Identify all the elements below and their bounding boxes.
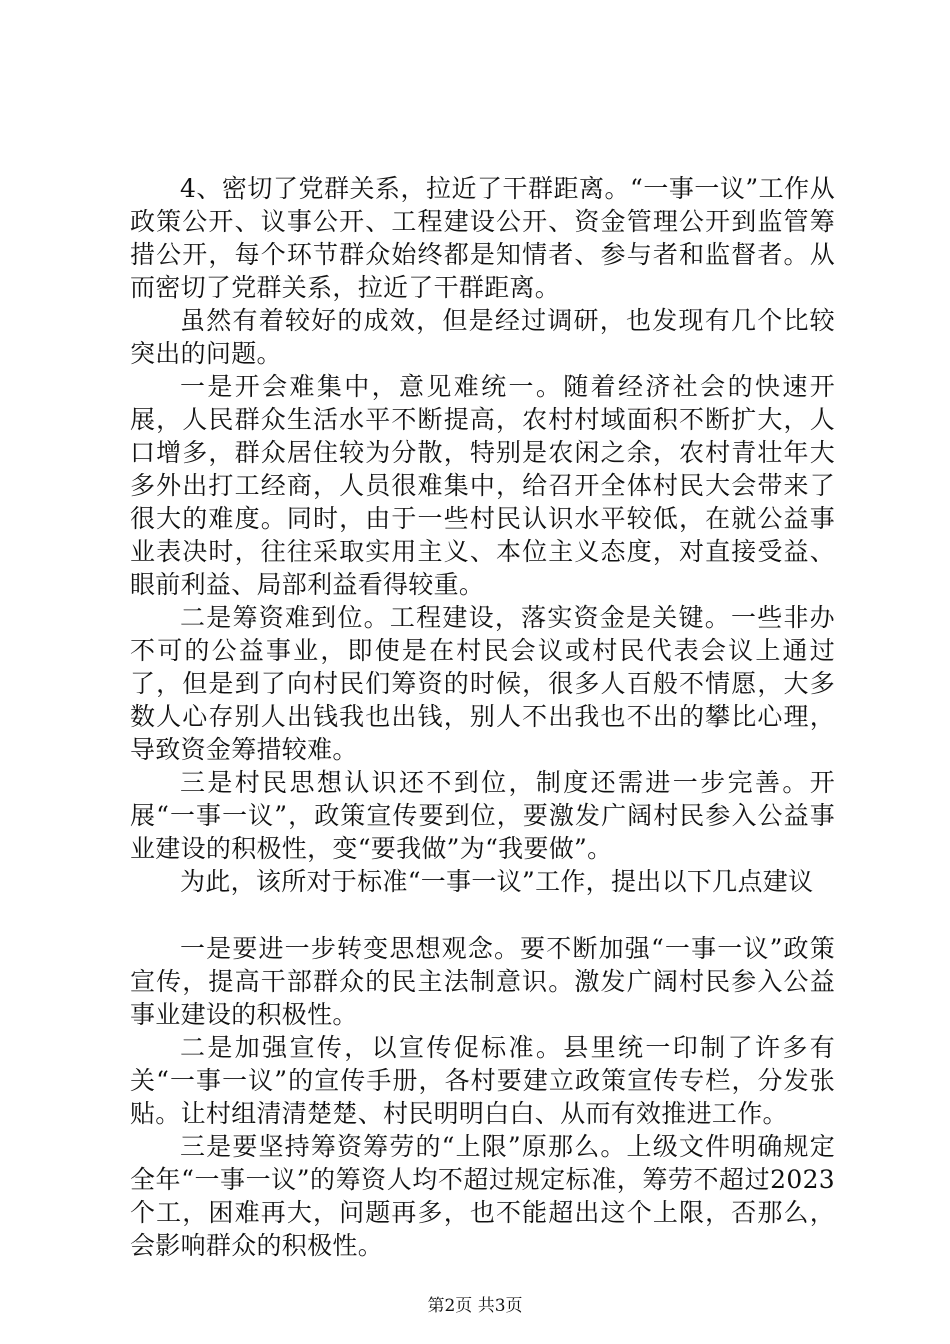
page-number-footer: 第2页 共3页 bbox=[427, 1296, 523, 1316]
paragraph-suggestion-publicity: 二是加强宣传，以宣传促标准。县里统一印制了许多有关“一事一议”的宣传手册，各村要建立政策宣传专栏，分发张贴。让村组清清楚楚、村民明明白白、从而有效推进工作。 bbox=[130, 1033, 835, 1128]
paragraph-suggestion-mindset: 一是要进一步转变思想观念。要不断加强“一事一议”政策宣传，提高干部群众的民主法制意识。激发广阔村民参入公益事业建设的积极性。 bbox=[130, 934, 835, 1029]
paragraph-problem-funding: 二是筹资难到位。工程建设，落实资金是关键。一些非办不可的公益事业，即使是在村民会议或村民代表会议上通过了，但是到了向村民们筹资的时候，很多人百般不情愿，大多数人心存别人出钱我也出钱，别人不出我也不出的攀比心理，导致资金筹措较难。 bbox=[130, 603, 835, 764]
paragraph-suggestions-intro: 为此，该所对于标准“一事一议”工作，提出以下几点建议 bbox=[180, 867, 814, 896]
paragraph-party-relations: 4、密切了党群关系，拉近了干群距离。“一事一议”工作从政策公开、议事公开、工程建设公开、资金管理公开到监管筹措公开，每个环节群众始终都是知情者、参与者和监督者。从而密切了党群关系，拉近了干群距离。 bbox=[130, 174, 835, 302]
document-body bbox=[130, 172, 835, 1262]
paragraph-problem-meetings: 一是开会难集中，意见难统一。随着经济社会的快速开展，人民群众生活水平不断提高，农村村域面积不断扩大，人口增多，群众居住较为分散，特别是农闲之余，农村青壮年大多外出打工经商，人员很难集中，给召开全体村民大会带来了很大的难度。同时，由于一些村民认识水平较低，在就公益事业表决时，往往采取实用主义、本位主义态度，对直接受益、眼前利益、局部利益看得较重。 bbox=[130, 372, 835, 599]
paragraph-problem-awareness: 三是村民思想认识还不到位，制度还需进一步完善。开展“一事一议”，政策宣传要到位，要激发广阔村民参入公益事业建设的积极性，变“要我做”为“我要做”。 bbox=[130, 768, 835, 863]
paragraph-problems-intro: 虽然有着较好的成效，但是经过调研，也发现有几个比较突出的问题。 bbox=[130, 306, 835, 368]
paragraph-suggestion-limits: 三是要坚持筹资筹劳的“上限”原那么。上级文件明确规定全年“一事一议”的筹资人均不超过规定标准，筹劳不超过2023个工，困难再大，问题再多，也不能超出这个上限，否那么，会影响群众的积极性。 bbox=[130, 1132, 835, 1260]
paragraph-spacer bbox=[130, 898, 835, 932]
